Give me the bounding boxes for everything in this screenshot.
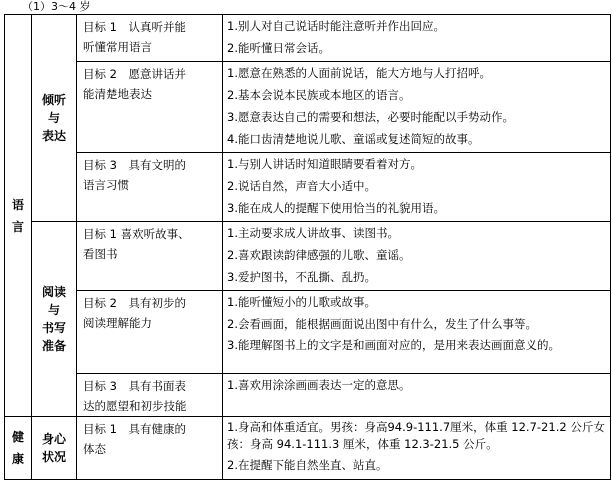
list-item: 2.喜欢跟读韵律感强的儿歌、童谣。 bbox=[227, 248, 411, 262]
table-row bbox=[5, 417, 611, 480]
list-item: 2.在提醒下能自然坐直、站直。 bbox=[227, 458, 388, 472]
list-item: 3.愿意表达自己的需要和想法，必要时能配以手势动作。 bbox=[227, 110, 514, 124]
goal-title: 目标 3 具有文明的 语言习惯 bbox=[77, 153, 223, 222]
table-row bbox=[5, 291, 611, 374]
goal-items bbox=[223, 374, 611, 417]
table-row bbox=[5, 62, 611, 153]
goal-items bbox=[223, 62, 611, 153]
goal-title: 目标 1 认真听并能 听懂常用语言 bbox=[77, 15, 223, 62]
table-row bbox=[5, 222, 611, 291]
list-item: 1.愿意在熟悉的人面前说话，能大方地与人打招呼。 bbox=[227, 66, 491, 80]
table-row bbox=[5, 374, 611, 417]
goal-title: 目标 1 具有健康的 体态 bbox=[77, 417, 223, 480]
table-row bbox=[5, 15, 611, 62]
goal-items bbox=[223, 222, 611, 291]
list-item: 2.说话自然，声音大小适中。 bbox=[227, 179, 376, 193]
subarea-physical-condition: 身心 状况 bbox=[32, 417, 77, 480]
list-item: 1.与别人讲话时知道眼睛要看着对方。 bbox=[227, 157, 422, 171]
list-item: 1.身高和体重适宜。男孩：身高94.9-111.7厘米，体重 12.7-21.2 公斤女孩：身高 94.1-111.3 厘米，体重 12.3-21.5 公斤。 bbox=[227, 420, 605, 451]
table-caption: （1）3～4 岁 bbox=[22, 0, 91, 13]
subarea-listening-speaking: 倾听 与 表达 bbox=[32, 15, 77, 222]
goal-title: 目标 3 具有书面表 达的愿望和初步技能 bbox=[77, 374, 223, 417]
list-item: 1.别人对自己说话时能注意听并作出回应。 bbox=[227, 19, 445, 33]
list-item: 3.能理解图书上的文字是和画面对应的，是用来表达画面意义的。 bbox=[227, 338, 560, 352]
list-item: 1.能听懂短小的儿歌或故事。 bbox=[227, 295, 376, 309]
list-item: 2.基本会说本民族或本地区的语言。 bbox=[227, 88, 411, 102]
list-item: 4.能口齿清楚地说儿歌、童谣或复述简短的故事。 bbox=[227, 132, 480, 146]
list-item: 3.能在成人的提醒下使用恰当的礼貌用语。 bbox=[227, 201, 445, 215]
list-item: 3.爱护图书，不乱撕、乱扔。 bbox=[227, 270, 376, 284]
goal-title: 目标 2 愿意讲话并 能清楚地表达 bbox=[77, 62, 223, 153]
goal-items bbox=[223, 417, 611, 480]
goal-title: 目标 2 具有初步的 阅读理解能力 bbox=[77, 291, 223, 374]
goal-items bbox=[223, 153, 611, 222]
development-goals-table bbox=[4, 14, 611, 480]
area-language: 语 言 bbox=[5, 15, 32, 417]
list-item: 1.主动要求成人讲故事、读图书。 bbox=[227, 226, 399, 240]
goal-title: 目标 1 喜欢听故事、 看图书 bbox=[77, 222, 223, 291]
list-item: 2.能听懂日常会话。 bbox=[227, 41, 330, 55]
list-item: 1.喜欢用涂涂画画表达一定的意思。 bbox=[227, 378, 411, 392]
table-row bbox=[5, 153, 611, 222]
subarea-reading-writing: 阅读 与 书写 准备 bbox=[32, 222, 77, 417]
list-item: 2.会看画面，能根据画面说出图中有什么，发生了什么事等。 bbox=[227, 317, 537, 331]
area-health: 健 康 bbox=[5, 417, 32, 480]
goal-items bbox=[223, 15, 611, 62]
goal-items bbox=[223, 291, 611, 374]
